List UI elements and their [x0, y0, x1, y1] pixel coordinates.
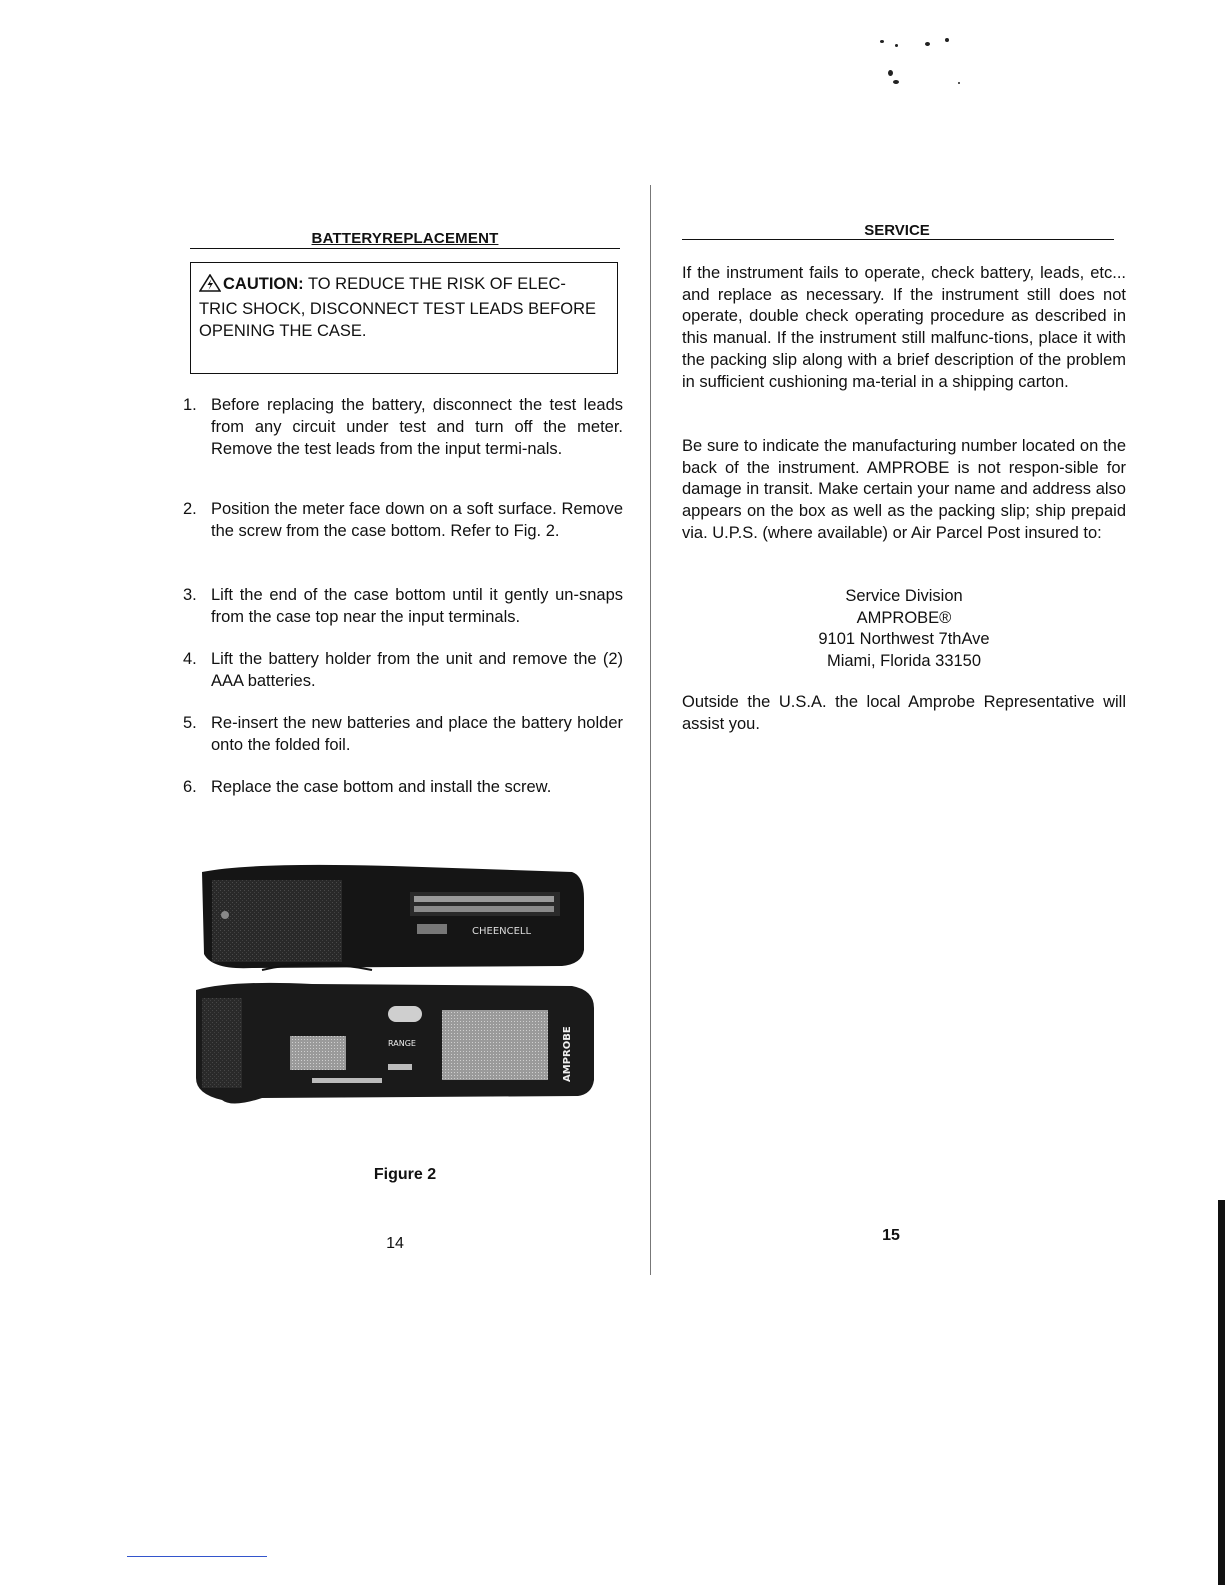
scan-speck	[888, 70, 893, 76]
address-line-4: Miami, Florida 33150	[826, 651, 982, 670]
caution-line-3: OPENING THE CASE.	[199, 322, 367, 340]
address-line-3: 9101 Northwest 7thAve	[818, 630, 990, 648]
caution-line-2: TRIC SHOCK, DISCONNECT TEST LEADS BEFORE	[199, 300, 596, 318]
scan-bottom-line	[127, 1556, 267, 1557]
warning-triangle-icon	[199, 274, 221, 298]
step-3: 3. Lift the end of the case bottom until it gently un-snaps from the case top near the input terminals.	[183, 586, 623, 626]
heading-rule-right	[682, 239, 1114, 240]
service-paragraph-3: Outside the U.S.A. the local Amprobe Representative will assist you.	[682, 693, 1126, 733]
battery-label: CHEENCELL	[472, 926, 532, 937]
page-number-right: 15	[882, 1227, 900, 1244]
heading-rule-left	[190, 248, 620, 249]
figure-caption: Figure 2	[373, 1166, 437, 1183]
meter-figure	[192, 858, 598, 1113]
column-divider	[650, 185, 651, 1275]
scan-speck	[945, 38, 949, 42]
scan-speck	[895, 44, 898, 47]
step-5: 5. Re-insert the new batteries and place the battery holder onto the folded foil.	[183, 714, 623, 754]
service-heading: SERVICE	[864, 222, 930, 239]
service-paragraph-1: If the instrument fails to operate, check battery, leads, etc... and replace as necessary. If the instrument still does not operate, double check operating procedure as described in this manual. If the instrument still malfunc-tions, place it with the packing slip along with a brief description of the problem in sufficient cushioning ma-terial in a shipping carton.	[682, 264, 1126, 391]
step-6: 6. Replace the case bottom and install the screw.	[183, 778, 552, 796]
scan-speck	[893, 80, 899, 84]
address-line-1: Service Division	[845, 587, 963, 605]
range-label: RANGE	[388, 1039, 416, 1048]
scan-speck	[880, 40, 884, 43]
caution-line-1: TO REDUCE THE RISK OF ELEC-	[307, 275, 566, 293]
address-line-2: AMPROBE®	[856, 608, 952, 627]
caution-box	[190, 262, 618, 374]
battery-replacement-heading: BATTERYREPLACEMENT	[311, 230, 499, 247]
service-address	[682, 586, 1126, 672]
step-1: 1. Before replacing the battery, disconnect the test leads from any circuit under test and turn off the meter. Remove the test leads from the input termi-nals.	[183, 396, 623, 458]
scan-speck	[958, 82, 960, 84]
step-4: 4. Lift the battery holder from the unit and remove the (2) AAA batteries.	[183, 650, 623, 690]
brand-label: AMPROBE	[562, 1026, 573, 1082]
service-paragraph-2: Be sure to indicate the manufacturing number located on the back of the instrument. AMPROBE is not respon-sible for damage in transit. Make certain your name and address also appears on the box as well as the packing slip; ship prepaid via. U.P.S. (where available) or Air Parcel Post insured to:	[682, 437, 1126, 542]
scan-speck	[925, 42, 930, 46]
caution-label: CAUTION:	[223, 275, 304, 293]
scan-edge-bar	[1218, 1200, 1225, 1585]
page-number-left: 14	[386, 1235, 404, 1252]
step-2: 2. Position the meter face down on a soft surface. Remove the screw from the case bottom. Refer to Fig. 2.	[183, 500, 623, 540]
